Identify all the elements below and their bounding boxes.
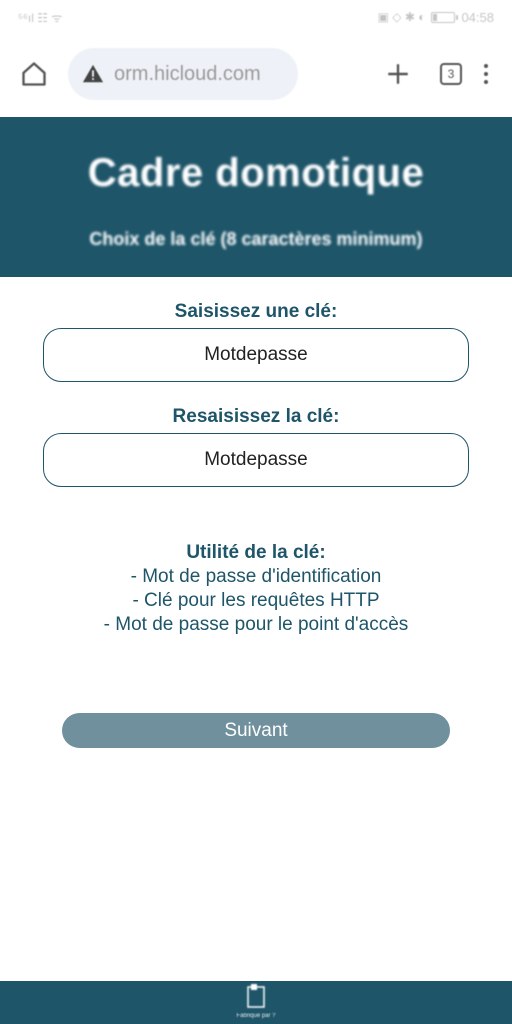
next-button[interactable]: Suivant (62, 713, 450, 748)
home-button[interactable] (14, 54, 54, 94)
new-tab-button[interactable] (378, 54, 418, 94)
utility-item: - Mot de passe pour le point d'accès (103, 614, 409, 635)
signal-wifi-icons: ⁵⁶ıl ☷ ᯤ (18, 10, 63, 25)
home-icon (20, 60, 48, 88)
footer (0, 981, 512, 1024)
url-text: orm.hicloud.com (114, 62, 261, 85)
confirm-key-label: Resaisissez la clé: (172, 406, 340, 427)
utility-title: Utilité de la clé: (186, 542, 326, 563)
confirm-key-input[interactable] (43, 433, 469, 487)
status-left (18, 9, 62, 26)
status-bar (0, 0, 512, 34)
footer-text: Fabriqué par ? (236, 1013, 276, 1019)
browser-toolbar (0, 34, 512, 114)
warning-icon (82, 63, 104, 85)
key-input[interactable] (43, 328, 469, 382)
key-utility (0, 541, 512, 637)
utility-item: - Mot de passe d'identification (130, 566, 382, 587)
status-icons: ▣ ◇ ✱ ◐ (377, 10, 426, 24)
key-form (0, 277, 512, 748)
menu-icon[interactable] (484, 64, 488, 84)
page-title: Cadre domotique (87, 151, 425, 195)
url-bar[interactable] (68, 48, 298, 100)
key-label: Saisissez une clé: (174, 301, 338, 322)
utility-item: - Clé pour les requêtes HTTP (132, 590, 380, 611)
status-right (378, 10, 494, 25)
footer-logo-icon (243, 983, 269, 1011)
status-time: 04:58 (461, 9, 494, 25)
battery-icon (431, 12, 455, 23)
add-icon (385, 61, 411, 87)
page-subtitle: Choix de la clé (8 caractères minimum) (89, 229, 423, 249)
header-banner (0, 117, 512, 277)
toolbar-actions (378, 54, 498, 94)
tabs-icon[interactable]: 3 (440, 63, 462, 85)
